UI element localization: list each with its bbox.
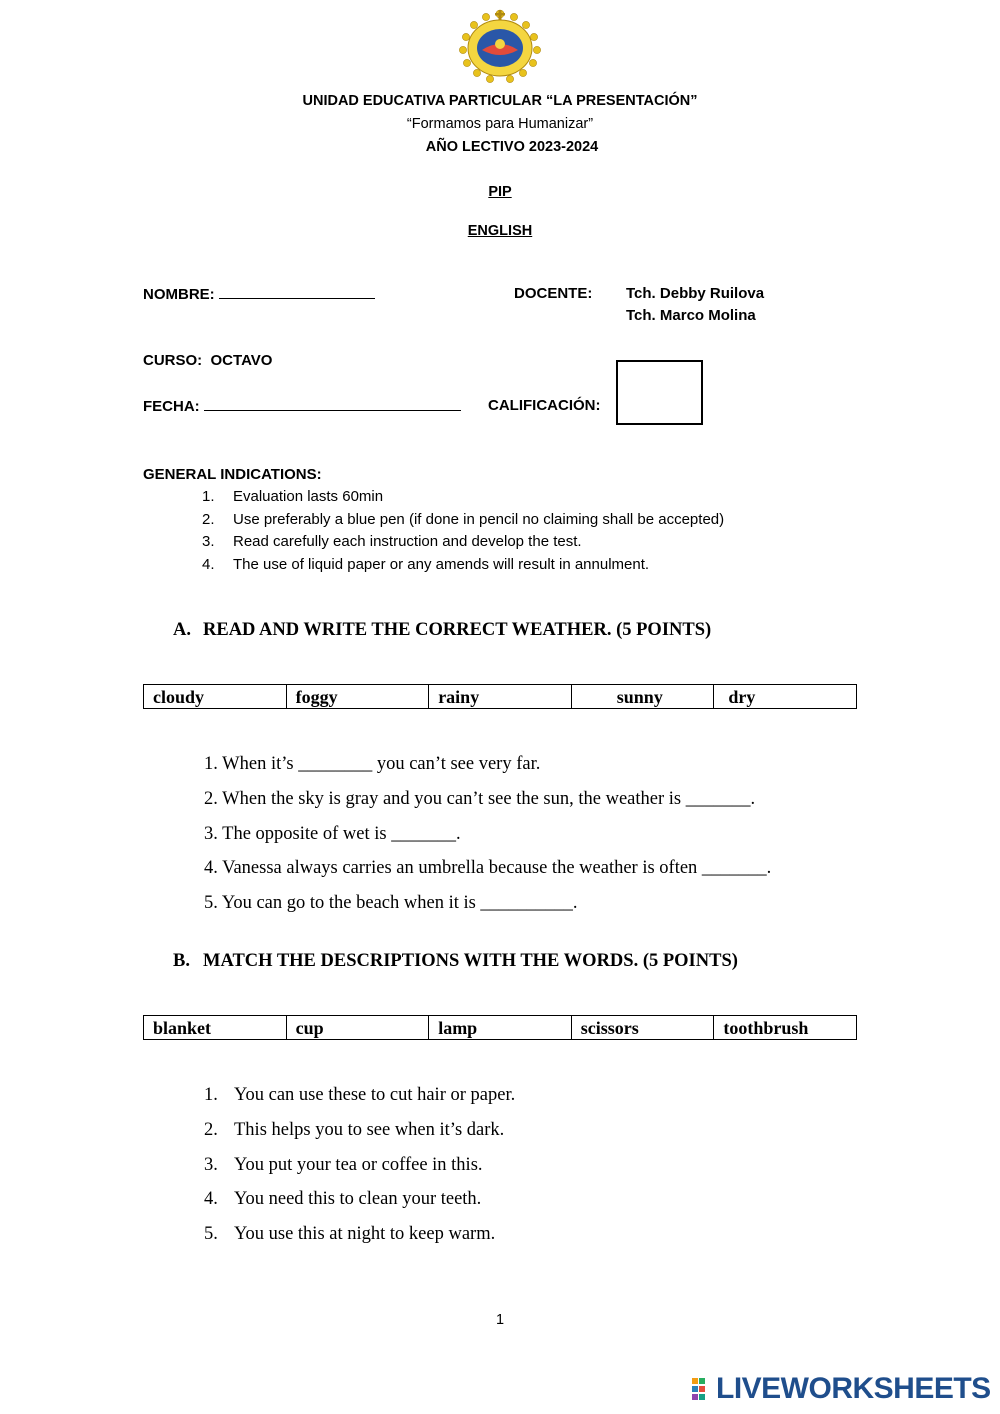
fecha-blank[interactable] xyxy=(204,397,461,411)
question-item[interactable]: 3. You put your tea or coffee in this. xyxy=(204,1154,483,1175)
question-item[interactable]: 2. When the sky is gray and you can’t see the sun, the weather is _______. xyxy=(204,788,756,809)
curso-field xyxy=(143,352,272,369)
word-bank-cell: lamp xyxy=(429,1016,572,1040)
fecha-label: FECHA: xyxy=(143,398,200,415)
subject-title: ENGLISH xyxy=(467,223,533,239)
teacher-2: Tch. Marco Molina xyxy=(626,307,756,324)
section-a-questions xyxy=(204,747,771,921)
question-item[interactable]: 5. You use this at night to keep warm. xyxy=(204,1224,496,1245)
question-item[interactable]: 4. Vanessa always carries an umbrella because the weather is often _______. xyxy=(204,858,772,879)
indication-item: 3. Read carefully each instruction and develop the test. xyxy=(202,533,582,551)
school-motto: “Formamos para Humanizar” xyxy=(406,116,594,132)
indication-item: 4. The use of liquid paper or any amends will result in annulment. xyxy=(202,556,650,574)
school-year: AÑO LECTIVO 2023-2024 xyxy=(425,139,599,155)
section-a-title: A. READ AND WRITE THE CORRECT WEATHER. (5 POINTS) xyxy=(173,620,712,640)
teacher-1: Tch. Debby Ruilova xyxy=(626,285,765,302)
word-bank-cell: scissors xyxy=(571,1016,714,1040)
question-item[interactable]: 3. The opposite of wet is _______. xyxy=(204,823,461,844)
school-name: UNIDAD EDUCATIVA PARTICULAR “LA PRESENTACIÓN” xyxy=(302,93,698,109)
nombre-blank[interactable] xyxy=(219,285,375,299)
section-b-questions xyxy=(204,1078,515,1252)
word-bank-cell: cup xyxy=(286,1016,429,1040)
liveworksheets-icon xyxy=(692,1378,712,1400)
indication-item: 2. Use preferably a blue pen (if done in pencil no claiming shall be accepted) xyxy=(202,510,725,528)
fecha-field xyxy=(143,397,461,415)
liveworksheets-text: LIVEWORKSHEETS xyxy=(716,1372,991,1405)
question-item[interactable]: 4. You need this to clean your teeth. xyxy=(204,1189,482,1210)
curso-label: CURSO: xyxy=(143,352,203,369)
word-bank-cell: sunny xyxy=(571,685,714,709)
indications-title: GENERAL INDICATIONS: xyxy=(143,466,322,483)
question-item[interactable]: 5. You can go to the beach when it is __________. xyxy=(204,893,578,914)
page-number: 1 xyxy=(495,1312,505,1328)
question-item[interactable]: 1. You can use these to cut hair or paper. xyxy=(204,1085,516,1105)
section-b-title: B. MATCH THE DESCRIPTIONS WITH THE WORDS. (5 POINTS) xyxy=(173,951,738,971)
curso-value: OCTAVO xyxy=(210,352,273,369)
question-item[interactable]: 1. When it’s ________ you can’t see very far. xyxy=(204,754,541,774)
exam-type: PIP xyxy=(488,184,512,200)
word-bank-cell: foggy xyxy=(286,685,429,709)
section-b-word-bank xyxy=(143,1015,857,1040)
indications-list xyxy=(202,486,724,577)
word-bank-cell: blanket xyxy=(144,1016,287,1040)
grade-box[interactable] xyxy=(616,360,703,425)
docente-label: DOCENTE: xyxy=(514,285,593,302)
word-bank-cell: dry xyxy=(714,685,857,709)
calificacion-label: CALIFICACIÓN: xyxy=(488,397,601,414)
word-bank-cell: rainy xyxy=(429,685,572,709)
indication-item: 1. Evaluation lasts 60min xyxy=(202,488,384,505)
school-logo xyxy=(454,8,546,84)
nombre-label: NOMBRE: xyxy=(143,286,215,303)
word-bank-cell: cloudy xyxy=(144,685,287,709)
word-bank-cell: toothbrush xyxy=(714,1016,857,1040)
section-a-word-bank xyxy=(143,684,857,709)
question-item[interactable]: 2. This helps you to see when it’s dark. xyxy=(204,1119,505,1140)
nombre-field xyxy=(143,285,375,303)
liveworksheets-watermark xyxy=(692,1373,992,1405)
